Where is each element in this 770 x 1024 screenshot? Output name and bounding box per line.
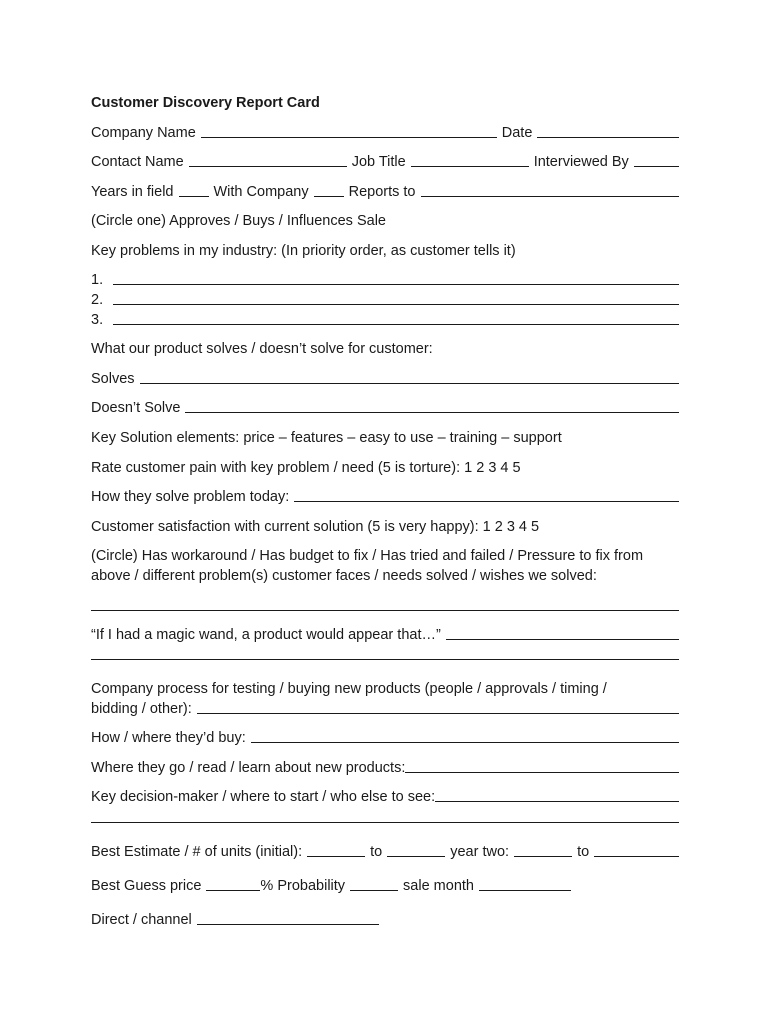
product-solves-heading: What our product solves / doesn’t solve for customer: [91,341,433,357]
how-solve-today-row [91,487,679,505]
direct-channel-label: Direct / channel [91,912,192,928]
years-in-field-field[interactable] [179,196,209,197]
problem-3-field[interactable] [113,324,679,325]
company-name-label: Company Name [91,125,196,141]
solves-label: Solves [91,371,135,387]
magic-wand-field[interactable] [446,639,679,640]
company-row [91,123,679,141]
magic-wand-label: “If I had a magic wand, a product would appear that…” [91,627,441,643]
job-title-field[interactable] [411,166,529,167]
doesnt-solve-label: Doesn’t Solve [91,400,181,416]
how-where-buy-row [91,728,679,746]
initial-from-field[interactable] [307,856,365,857]
satisfaction-text: Customer satisfaction with current solution (5 is very happy): 1 2 3 4 5 [91,519,540,535]
contact-row [91,152,679,170]
best-guess-row [91,876,679,894]
doesnt-solve-row [91,398,679,416]
decision-maker-extra-line[interactable] [91,822,679,823]
date-field[interactable] [537,137,679,138]
solves-field[interactable] [140,383,679,384]
decision-maker-label: Key decision-maker / where to start / who else to see: [91,789,436,805]
reports-to-label: Reports to [348,184,416,200]
to-label-2: to [577,844,590,860]
how-solve-today-label: How they solve problem today: [91,489,290,505]
interviewed-by-label: Interviewed By [533,154,629,170]
circle-options-row-1 [91,546,679,564]
best-guess-price-field[interactable] [206,890,260,891]
sale-month-label: sale month [403,878,474,894]
problem-1-number: 1. [91,272,104,288]
problem-3-number: 3. [91,312,104,328]
circle-options-line-2: above / different problem(s) customer faces / needs solved / wishes we solved: [91,568,597,584]
years-row [91,182,679,200]
circle-one-row [91,211,679,229]
key-problems-row [91,241,679,259]
magic-wand-row [91,625,679,643]
job-title-label: Job Title [351,154,406,170]
circle-one-text: (Circle one) Approves / Buys / Influences Sale [91,213,386,229]
product-solves-heading-row [91,339,679,357]
year-two-label: year two: [450,844,510,860]
key-solution-row [91,428,679,446]
date-label: Date [501,125,533,141]
circle-answer-line[interactable] [91,610,679,611]
key-problems-text: Key problems in my industry: (In priority order, as customer tells it) [91,243,516,259]
best-estimate-row [91,842,679,860]
problem-2-row [91,290,679,308]
direct-channel-field[interactable] [197,924,379,925]
problem-2-field[interactable] [113,304,679,305]
solves-row [91,369,679,387]
to-label-1: to [370,844,383,860]
problem-3-row [91,310,679,328]
magic-wand-extra-line[interactable] [91,659,679,660]
rate-pain-row [91,458,679,476]
contact-name-field[interactable] [189,166,347,167]
sale-month-field[interactable] [479,890,571,891]
problem-1-row [91,270,679,288]
company-process-row-1 [91,679,679,697]
company-process-line-1: Company process for testing / buying new products (people / approvals / timing / [91,681,607,697]
where-learn-label: Where they go / read / learn about new products: [91,760,406,776]
form-title-row [91,93,679,111]
form-title: Customer Discovery Report Card [91,95,320,111]
decision-maker-field[interactable] [435,801,679,802]
how-where-buy-label: How / where they’d buy: [91,730,246,746]
year-two-from-field[interactable] [514,856,572,857]
where-learn-row [91,758,679,776]
best-estimate-label: Best Estimate / # of units (initial): [91,844,303,860]
best-guess-price-label: Best Guess price [91,878,202,894]
probability-field[interactable] [350,890,398,891]
how-solve-today-field[interactable] [294,501,679,502]
direct-channel-row [91,910,679,928]
where-learn-field[interactable] [405,772,679,773]
rate-pain-text: Rate customer pain with key problem / need (5 is torture): 1 2 3 4 5 [91,460,521,476]
company-process-field[interactable] [197,713,679,714]
satisfaction-row [91,517,679,535]
reports-to-field[interactable] [421,196,680,197]
company-process-row-2 [91,699,679,717]
problem-2-number: 2. [91,292,104,308]
doesnt-solve-field[interactable] [185,412,679,413]
how-where-buy-field[interactable] [251,742,679,743]
problem-1-field[interactable] [113,284,679,285]
years-in-field-label: Years in field [91,184,174,200]
decision-maker-row [91,787,679,805]
circle-options-line-1: (Circle) Has workaround / Has budget to fix / Has tried and failed / Pressure to fix from [91,548,644,564]
probability-label: % Probability [260,878,346,894]
key-solution-text: Key Solution elements: price – features – easy to use – training – support [91,430,562,446]
with-company-field[interactable] [314,196,344,197]
initial-to-field[interactable] [387,856,445,857]
interviewed-by-field[interactable] [634,166,679,167]
with-company-label: With Company [213,184,309,200]
contact-name-label: Contact Name [91,154,184,170]
year-two-to-field[interactable] [594,856,679,857]
company-name-field[interactable] [201,137,497,138]
circle-options-row-2 [91,566,679,584]
company-process-line-2: bidding / other): [91,701,192,717]
